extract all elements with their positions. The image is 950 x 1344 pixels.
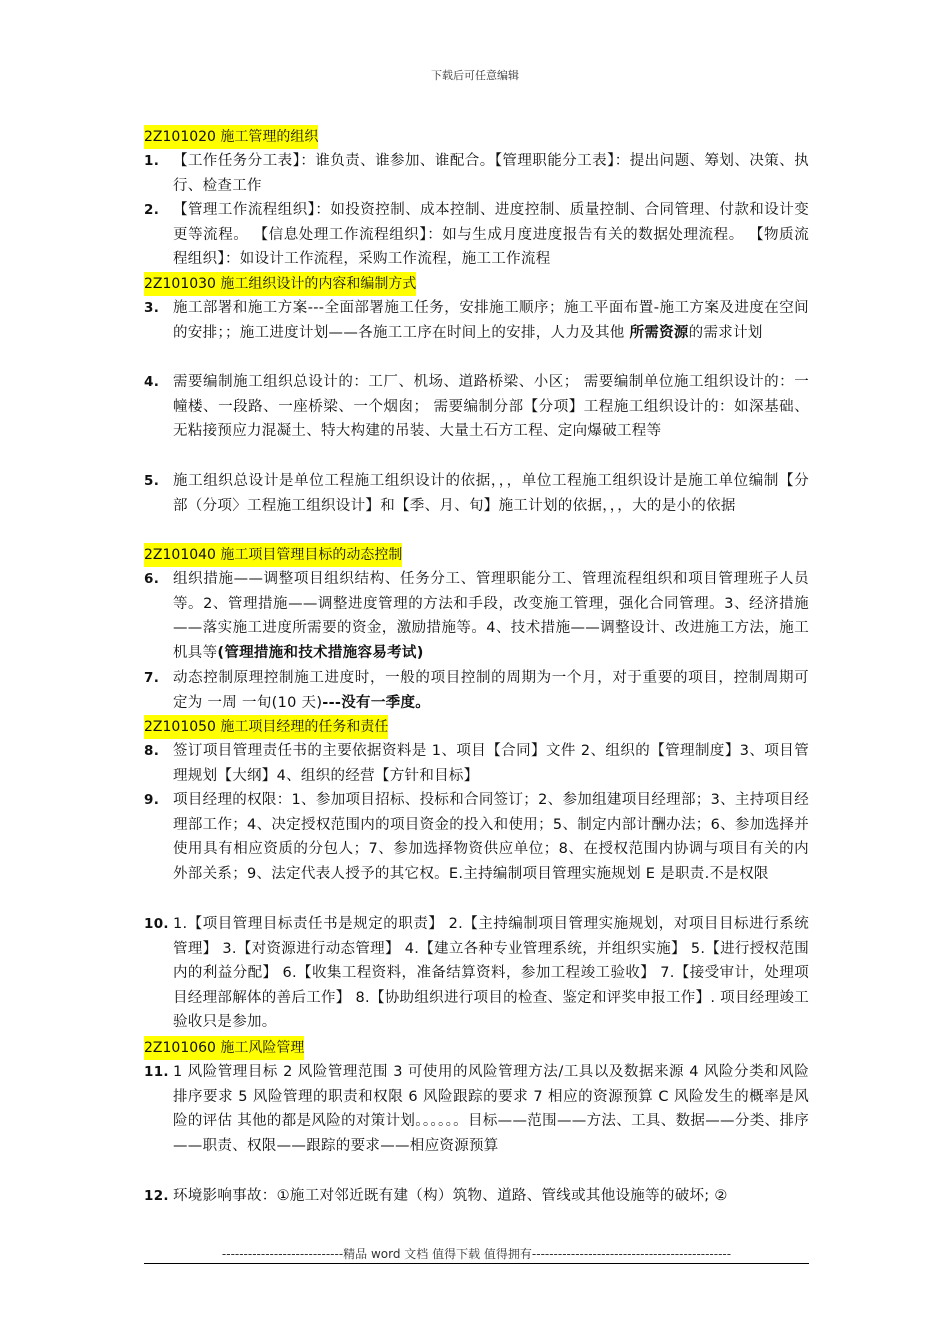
item-text: 1.【项目管理目标责任书是规定的职责】 2.【主持编制项目管理实施规划，对项目目标进行系统管理】 3.【对资源进行动态管理】 4.【建立各种专业管理系统，并组织实施】 5.【进行授权范围内的利益分配】 6.【收集工程资料，准备结算资料，参加工程竣工验收】 7.【接受审计，处理项目经理部解体的善后工作】 8.【协助组织进行项目的检查、鉴定和评奖申报工作】. 项目经理竣工验收只是参加。	[173, 916, 809, 1031]
list-item	[144, 739, 809, 788]
list-item	[144, 567, 809, 666]
list-item	[144, 149, 809, 198]
item-text: 需要编制施工组织总设计的：工厂、机场、道路桥梁、小区； 需要编制单位施工组织设计的：一幢楼、一段路、一座桥梁、一个烟囱； 需要编制分部【分项】工程施工组织设计的：如深基础、无粘接预应力混凝土、特大构建的吊装、大量土石方工程、定向爆破工程等	[173, 374, 809, 440]
section-heading: 2Z101040 施工项目管理目标的动态控制	[144, 543, 809, 567]
page-header: 下载后可任意编辑	[431, 69, 519, 82]
page-footer: ----------------------------精品 word 文档 值得下载 值得拥有----------------------------------------------	[221, 1247, 732, 1261]
list-item	[144, 1060, 809, 1184]
list-item	[144, 788, 809, 912]
list-item	[144, 198, 809, 272]
item-text: 组织措施——调整项目组织结构、任务分工、管理职能分工、管理流程组织和项目管理班子人员等。2、管理措施——调整进度管理的方法和手段，改变施工管理，强化合同管理。3、经济措施——落实施工进度所需要的资金，激励措施等。4、技术措施——调整设计、改进施工方法，施工机具等	[173, 571, 809, 661]
list-item	[144, 370, 809, 469]
list-item	[144, 469, 809, 543]
item-text: 签订项目管理责任书的主要依据资料是 1、项目【合同】文件 2、组织的【管理制度】3、项目管理规划【大纲】4、组织的经营【方针和目标】	[173, 743, 809, 784]
item-number: 3.	[144, 300, 160, 316]
item-text: 1 风险管理目标 2 风险管理范围 3 可使用的风险管理方法/工具以及数据来源 4 风险分类和风险排序要求 5 风险管理的职责和权限 6 风险跟踪的要求 7 相应的资源预算 C 风险发生的概率是风险的评估 其他的都是风险的对策计划。。。。。。目标——范围——方法、工具、数据——分类、排序——职责、权限——跟踪的要求——相应资源预算	[173, 1064, 809, 1154]
list-item	[144, 296, 809, 370]
item-number: 10.	[144, 916, 169, 932]
item-text: 动态控制原理控制施工进度时，一般的项目控制的周期为一个月，对于重要的项目，控制周期可定为 一周 一旬(10 天)	[173, 670, 809, 711]
item-number: 8.	[144, 743, 160, 759]
item-text: 环境影响事故：①施工对邻近既有建（构）筑物、道路、管线或其他设施等的破坏; ②	[173, 1188, 728, 1204]
item-text: 施工组织总设计是单位工程施工组织设计的依据，，，单位工程施工组织设计是施工单位编制【分部（分项〉工程施工组织设计】和【季、月、旬】施工计划的依据，，，大的是小的依据	[173, 473, 809, 514]
section-heading: 2Z101030 施工组织设计的内容和编制方式	[144, 272, 809, 296]
item-bold-text: (管理措施和技术措施容易考试)	[217, 644, 424, 661]
item-number: 2.	[144, 202, 160, 218]
item-bold-text: 所需资源	[629, 324, 689, 341]
item-number: 4.	[144, 374, 160, 390]
item-tail-text: 的需求计划	[688, 324, 763, 341]
section-heading: 2Z101060 施工风险管理	[144, 1036, 809, 1060]
item-text: 项目经理的权限：1、参加项目招标、投标和合同签订；2、参加组建项目经理部；3、主持项目经理部工作；4、决定授权范围内的项目资金的投入和使用；5、制定内部计酬办法；6、参加选择并使用具有相应资质的分包人；7、参加选择物资供应单位；8、在授权范围内协调与项目有关的内外部关系；9、法定代表人授予的其它权。E.主持编制项目管理实施规划 E 是职责.不是权限	[173, 792, 809, 882]
item-text: 施工部署和施工方案---全面部署施工任务，安排施工顺序；施工平面布置-施工方案及进度在空间的安排；；施工进度计划——各施工工序在时间上的安排，人力及其他	[173, 300, 809, 341]
item-text: 【工作任务分工表】：谁负责、谁参加、谁配合。【管理职能分工表】：提出问题、筹划、决策、执行、检查工作	[173, 153, 809, 194]
document-body	[144, 125, 809, 1209]
item-number: 6.	[144, 571, 160, 587]
item-number: 9.	[144, 792, 160, 808]
item-number: 5.	[144, 473, 160, 489]
section-heading: 2Z101050 施工项目经理的任务和责任	[144, 715, 809, 739]
item-number: 7.	[144, 670, 160, 686]
list-item	[144, 666, 809, 715]
item-text: 【管理工作流程组织】：如投资控制、成本控制、进度控制、质量控制、合同管理、付款和设计变更等流程。 【信息处理工作流程组织】：如与生成月度进度报告有关的数据处理流程。 【物质流程组织】：如设计工作流程，采购工作流程，施工工作流程	[173, 202, 809, 268]
list-item	[144, 1184, 809, 1209]
item-number: 1.	[144, 153, 160, 169]
item-number: 12.	[144, 1188, 169, 1204]
section-heading: 2Z101020 施工管理的组织	[144, 125, 809, 149]
list-item	[144, 912, 809, 1036]
item-bold-text: ---没有一季度。	[322, 694, 431, 711]
footer-rule	[144, 1263, 809, 1264]
item-number: 11.	[144, 1064, 169, 1080]
